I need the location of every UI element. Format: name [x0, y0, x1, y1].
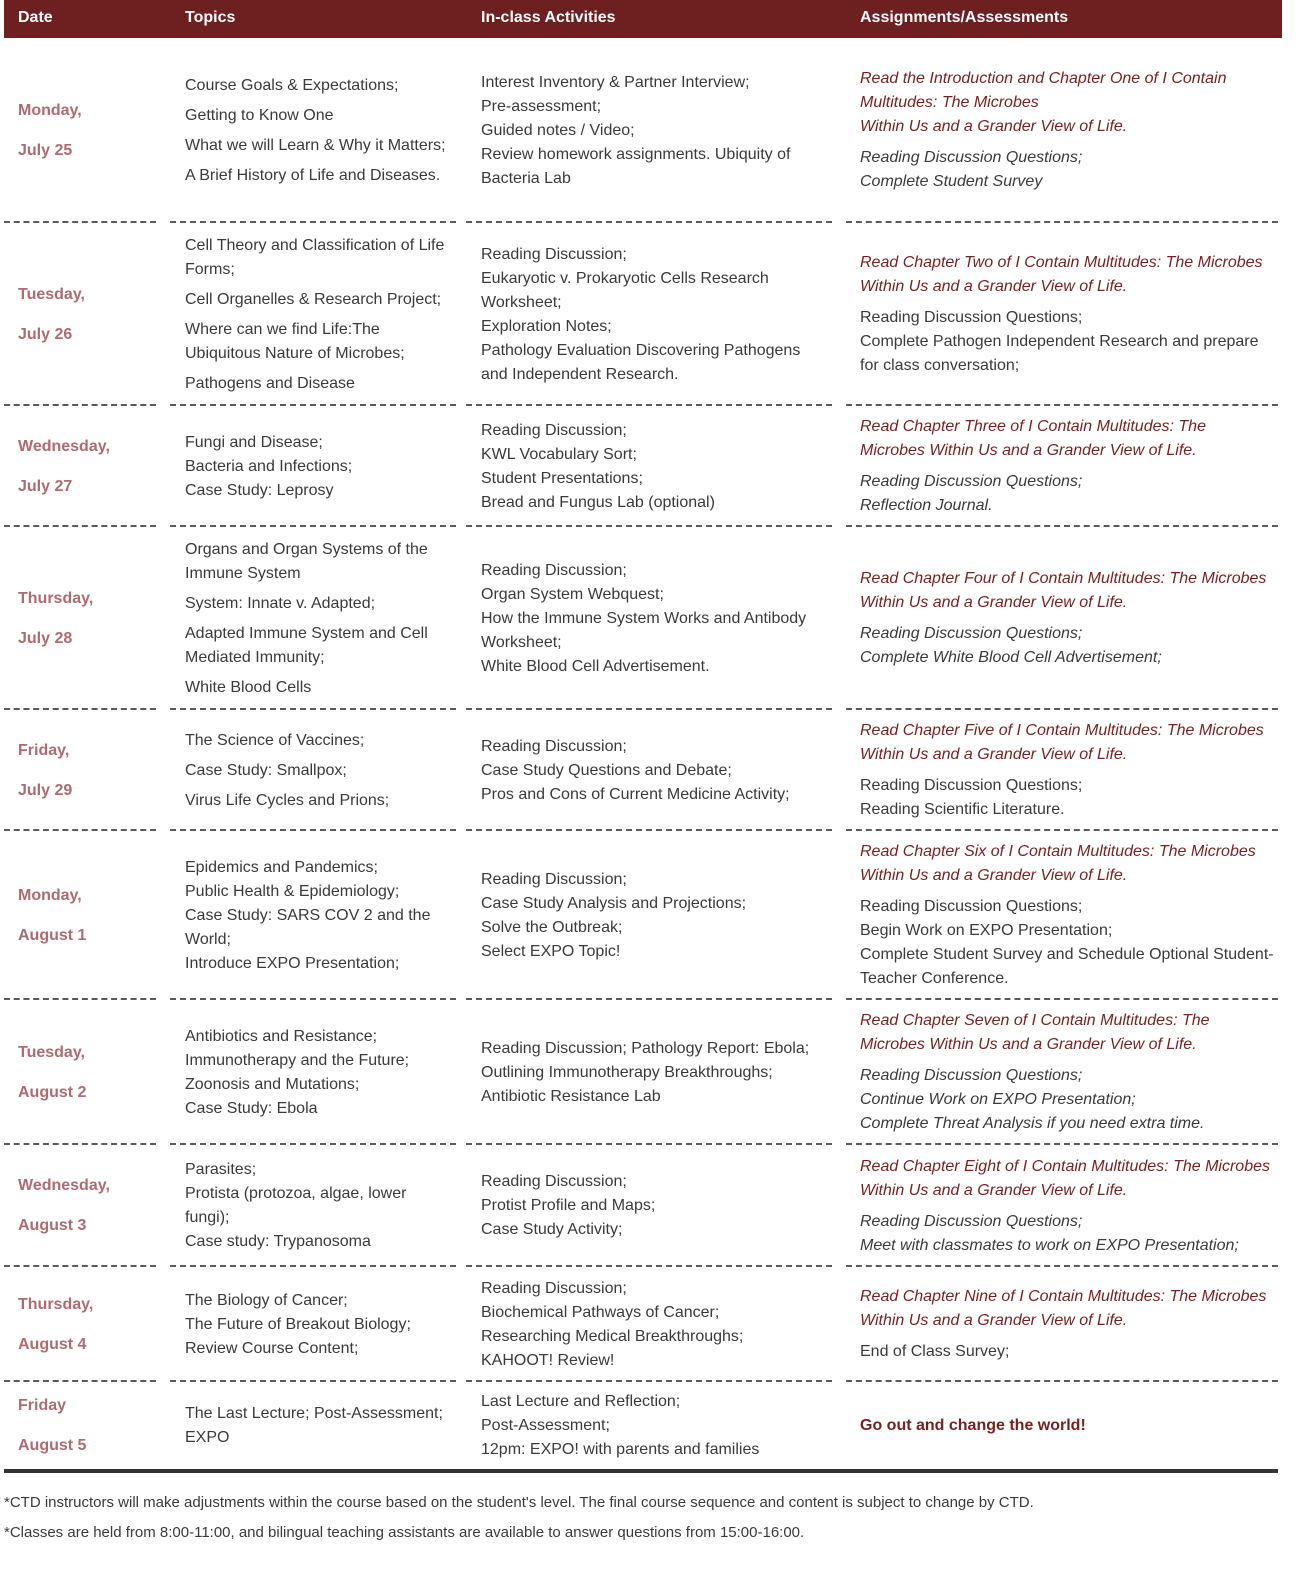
topic-item: Organs and Organ Systems of the Immune System — [185, 540, 428, 582]
activity-item: Review homework assignments. Ubiquity of Bacteria Lab — [481, 145, 791, 187]
topics-cell — [185, 1145, 455, 1267]
topic-item: Course Goals & Expectations; — [185, 76, 399, 94]
date-weekday: Tuesday, — [18, 285, 85, 303]
assignments-cell — [860, 1267, 1275, 1382]
assignments-cell — [860, 406, 1275, 527]
topic-item: Antibiotics and Resistance; — [185, 1027, 378, 1045]
topic-item: The Biology of Cancer; — [185, 1291, 348, 1309]
activity-item: Antibiotic Resistance Lab — [481, 1087, 661, 1105]
activity-item: Reading Discussion; — [481, 245, 627, 263]
header-topics: Topics — [185, 9, 236, 26]
date-weekday: Friday, — [18, 741, 70, 759]
date-cell — [18, 406, 168, 527]
activity-item: Pathology Evaluation Discovering Pathogens and Independent Research. — [481, 341, 801, 383]
activity-item: Interest Inventory & Partner Interview; — [481, 73, 750, 91]
assignment-task: Complete White Blood Cell Advertisement; — [860, 649, 1162, 666]
activity-item: KAHOOT! Review! — [481, 1351, 615, 1369]
date-cell — [18, 223, 168, 406]
topic-item: Epidemics and Pandemics; — [185, 858, 378, 876]
topic-item: Virus Life Cycles and Prions; — [185, 791, 390, 809]
topic-item: The Future of Breakout Biology; — [185, 1315, 411, 1333]
assignment-task: Reading Discussion Questions; — [860, 1067, 1083, 1084]
activity-item: Case Study Activity; — [481, 1221, 623, 1238]
date-cell — [18, 38, 168, 223]
activity-item: Eukaryotic v. Prokaryotic Cells Research Worksheet; — [481, 269, 769, 311]
activity-item: Reading Discussion; — [481, 870, 627, 888]
date-monthday: July 26 — [18, 325, 73, 343]
activities-cell — [481, 406, 831, 527]
activity-item: Reading Discussion; Pathology Report: Ebola; — [481, 1039, 810, 1057]
activities-cell — [481, 1000, 831, 1145]
activity-item: Pre-assessment; — [481, 97, 602, 115]
reading-assignment: Read Chapter Four of I Contain Multitudes: The Microbes Within Us and a Grander View of Life. — [860, 570, 1267, 611]
topic-item: Protista (protozoa, algae, lower fungi); — [185, 1185, 407, 1226]
activity-item: Post-Assessment; — [481, 1417, 610, 1434]
assignment-task: Reading Discussion Questions; — [860, 309, 1083, 326]
assignment-tasks — [860, 1064, 1275, 1136]
date-weekday: Tuesday, — [18, 1043, 85, 1061]
activity-item: Reading Discussion; — [481, 561, 627, 579]
assignment-task: End of Class Survey; — [860, 1343, 1010, 1360]
date-monthday: August 2 — [18, 1083, 87, 1101]
assignment-task: Meet with classmates to work on EXPO Presentation; — [860, 1236, 1239, 1254]
topic-item: Case Study: Leprosy — [185, 481, 334, 499]
date-cell — [18, 1267, 168, 1382]
assignment-task: Complete Student Survey and Schedule Optional Student-Teacher Conference. — [860, 946, 1274, 987]
assignment-tasks — [860, 895, 1275, 991]
activities-cell — [481, 223, 831, 406]
table-row — [4, 710, 1282, 831]
activity-item: Student Presentations; — [481, 469, 643, 487]
activities-cell — [481, 710, 831, 831]
activity-item: Guided notes / Video; — [481, 121, 635, 139]
activity-item: Pros and Cons of Current Medicine Activity; — [481, 785, 790, 803]
reading-assignment: Read Chapter Nine of I Contain Multitudes: The Microbes Within Us and a Grander View of Life. — [860, 1288, 1267, 1329]
topic-item: Pathogens and Disease — [185, 374, 355, 392]
assignments-cell — [860, 710, 1275, 831]
date-monthday: August 5 — [18, 1437, 87, 1454]
activity-item: Last Lecture and Reflection; — [481, 1393, 681, 1410]
reading-assignment: Read Chapter Eight of I Contain Multitudes: The Microbes Within Us and a Grander View of Life. — [860, 1157, 1270, 1199]
topic-item: Case Study: SARS COV 2 and the World; — [185, 906, 431, 948]
assignment-task: Begin Work on EXPO Presentation; — [860, 922, 1113, 939]
activity-item: Reading Discussion; — [481, 737, 627, 755]
date-cell — [18, 1000, 168, 1145]
reading-assignment: Read Chapter Five of I Contain Multitudes: The Microbes Within Us and a Grander View of Life. — [860, 722, 1264, 763]
assignments-cell — [860, 1000, 1275, 1145]
topic-item: Getting to Know One — [185, 106, 334, 124]
date-weekday: Monday, — [18, 886, 82, 904]
assignment-tasks — [860, 622, 1275, 670]
topics-cell — [185, 710, 455, 831]
table-bottom-rule — [4, 1469, 1278, 1473]
assignment-tasks — [860, 774, 1275, 822]
topic-item: Public Health & Epidemiology; — [185, 882, 400, 900]
activity-item: White Blood Cell Advertisement. — [481, 657, 710, 675]
assignment-tasks — [860, 1340, 1275, 1364]
topic-item: Adapted Immune System and Cell Mediated Immunity; — [185, 624, 428, 666]
date-cell — [18, 1382, 168, 1470]
activity-item: Reading Discussion; — [481, 1279, 627, 1297]
activity-item: Outlining Immunotherapy Breakthroughs; — [481, 1063, 773, 1081]
assignment-task: Reading Discussion Questions; — [860, 625, 1083, 642]
date-cell — [18, 1145, 168, 1267]
assignments-cell — [860, 38, 1275, 223]
table-row — [4, 406, 1282, 527]
activity-item: Select EXPO Topic! — [481, 942, 621, 960]
activities-cell — [481, 527, 831, 710]
activities-cell — [481, 831, 831, 1000]
assignment-tasks — [860, 470, 1275, 518]
table-row — [4, 527, 1282, 710]
date-weekday: Wednesday, — [18, 1177, 110, 1194]
assignment-task: Reading Discussion Questions; — [860, 777, 1083, 794]
activity-item: 12pm: EXPO! with parents and families — [481, 1441, 760, 1458]
table-body — [4, 38, 1282, 1470]
assignment-tasks — [860, 306, 1275, 378]
date-weekday: Wednesday, — [18, 437, 110, 455]
topic-item: Bacteria and Infections; — [185, 457, 353, 475]
topic-item: Case Study: Smallpox; — [185, 761, 347, 779]
date-cell — [18, 831, 168, 1000]
topic-item: Case study: Trypanosoma — [185, 1233, 371, 1250]
topic-item: What we will Learn & Why it Matters; — [185, 136, 446, 154]
topic-item: Where can we find Life:The Ubiquitous Nature of Microbes; — [185, 320, 405, 362]
table-row — [4, 1382, 1282, 1470]
date-weekday: Thursday, — [18, 589, 94, 607]
assignment-tasks — [860, 146, 1275, 194]
topic-item: Zoonosis and Mutations; — [185, 1075, 360, 1093]
topic-item: The Science of Vaccines; — [185, 731, 365, 749]
reading-assignment: Read Chapter Three of I Contain Multitudes: The Microbes Within Us and a Grander View of Life. — [860, 418, 1206, 459]
topics-cell — [185, 1382, 455, 1470]
date-cell — [18, 527, 168, 710]
activities-cell — [481, 1382, 831, 1470]
assignment-task: Complete Student Survey — [860, 173, 1043, 190]
table-row — [4, 38, 1282, 223]
reading-assignment: Read Chapter Two of I Contain Multitudes: The Microbes Within Us and a Grander View of Life. — [860, 254, 1263, 295]
date-weekday: Thursday, — [18, 1295, 94, 1313]
topic-item: A Brief History of Life and Diseases. — [185, 166, 441, 184]
activity-item: Case Study Analysis and Projections; — [481, 894, 747, 912]
activity-item: Exploration Notes; — [481, 317, 612, 335]
activities-cell — [481, 1145, 831, 1267]
topic-item: Fungi and Disease; — [185, 433, 323, 451]
date-monthday: July 27 — [18, 477, 73, 495]
schedule-table — [4, 0, 1282, 1470]
topic-item: Cell Organelles & Research Project; — [185, 290, 442, 308]
topic-item: Introduce EXPO Presentation; — [185, 954, 400, 972]
topics-cell — [185, 1000, 455, 1145]
reading-assignment: Read Chapter Seven of I Contain Multitudes: The Microbes Within Us and a Grander View of Life. — [860, 1012, 1210, 1053]
reading-assignment: Read the Introduction and Chapter One of I Contain Multitudes: The Microbes — [860, 70, 1227, 111]
header-assignments: Assignments/Assessments — [860, 9, 1069, 26]
date-monthday: July 29 — [18, 781, 73, 799]
date-cell — [18, 710, 168, 831]
topic-item: Immunotherapy and the Future; — [185, 1051, 410, 1069]
reading-assignment: Read Chapter Six of I Contain Multitudes: The Microbes Within Us and a Grander View of Life. — [860, 843, 1256, 884]
activity-item: Protist Profile and Maps; — [481, 1197, 656, 1214]
assignments-cell — [860, 831, 1275, 1000]
activity-item: Researching Medical Breakthroughs; — [481, 1327, 744, 1345]
header-activities: In-class Activities — [481, 9, 616, 26]
topic-item: Cell Theory and Classification of Life Forms; — [185, 236, 445, 278]
table-row — [4, 1267, 1282, 1382]
date-monthday: August 3 — [18, 1217, 87, 1234]
header-date: Date — [18, 9, 53, 26]
topic-item: Parasites; — [185, 1161, 257, 1178]
assignments-cell — [860, 1382, 1275, 1470]
topic-item: System: Innate v. Adapted; — [185, 594, 376, 612]
activity-item: Organ System Webquest; — [481, 585, 664, 603]
assignment-task: Complete Pathogen Independent Research and prepare for class conversation; — [860, 333, 1259, 374]
table-row — [4, 831, 1282, 1000]
assignment-task: Reading Scientific Literature. — [860, 801, 1065, 818]
closing-message: Go out and change the world! — [860, 1417, 1086, 1434]
assignment-tasks — [860, 1210, 1275, 1258]
topic-item: The Last Lecture; Post-Assessment; EXPO — [185, 1405, 443, 1446]
assignments-cell — [860, 1145, 1275, 1267]
topics-cell — [185, 527, 455, 710]
topic-item: Review Course Content; — [185, 1339, 359, 1357]
activity-item: Solve the Outbreak; — [481, 918, 623, 936]
assignment-task: Reading Discussion Questions; — [860, 149, 1083, 166]
date-weekday: Friday — [18, 1397, 67, 1414]
topic-item: White Blood Cells — [185, 678, 312, 696]
assignment-task: Continue Work on EXPO Presentation; — [860, 1091, 1136, 1108]
table-row — [4, 223, 1282, 406]
topics-cell — [185, 406, 455, 527]
date-monthday: August 4 — [18, 1335, 87, 1353]
activity-item: Reading Discussion; — [481, 1173, 627, 1190]
assignment-task: Reflection Journal. — [860, 497, 993, 514]
assignment-task: Reading Discussion Questions; — [860, 473, 1083, 490]
assignments-cell — [860, 527, 1275, 710]
date-monthday: August 1 — [18, 926, 87, 944]
table-row — [4, 1145, 1282, 1267]
topics-cell — [185, 38, 455, 223]
assignments-cell — [860, 223, 1275, 406]
topics-cell — [185, 223, 455, 406]
activity-item: Reading Discussion; — [481, 421, 627, 439]
assignment-task: Reading Discussion Questions; — [860, 898, 1083, 915]
activities-cell — [481, 1267, 831, 1382]
activities-cell — [481, 38, 831, 223]
topics-cell — [185, 831, 455, 1000]
assignment-task: Reading Discussion Questions; — [860, 1212, 1083, 1230]
activity-item: KWL Vocabulary Sort; — [481, 445, 637, 463]
table-header — [4, 0, 1282, 38]
activity-item: How the Immune System Works and Antibody Worksheet; — [481, 609, 807, 651]
footnote-2: *Classes are held from 8:00-11:00, and bilingual teaching assistants are available to answer questions from 15:00-16:00. — [4, 1524, 805, 1541]
assignment-task: Complete Threat Analysis if you need extra time. — [860, 1115, 1205, 1132]
date-monthday: July 25 — [18, 141, 73, 159]
activity-item: Biochemical Pathways of Cancer; — [481, 1303, 720, 1321]
topics-cell — [185, 1267, 455, 1382]
reading-assignment: Within Us and a Grander View of Life. — [860, 118, 1128, 135]
activity-item: Case Study Questions and Debate; — [481, 761, 732, 779]
activity-item: Bread and Fungus Lab (optional) — [481, 493, 715, 511]
footnote-1: *CTD instructors will make adjustments within the course based on the student's level. The final course sequence and content is subject to change by CTD. — [4, 1494, 1034, 1511]
date-weekday: Monday, — [18, 101, 82, 119]
date-monthday: July 28 — [18, 629, 73, 647]
topic-item: Case Study: Ebola — [185, 1099, 318, 1117]
table-row — [4, 1000, 1282, 1145]
